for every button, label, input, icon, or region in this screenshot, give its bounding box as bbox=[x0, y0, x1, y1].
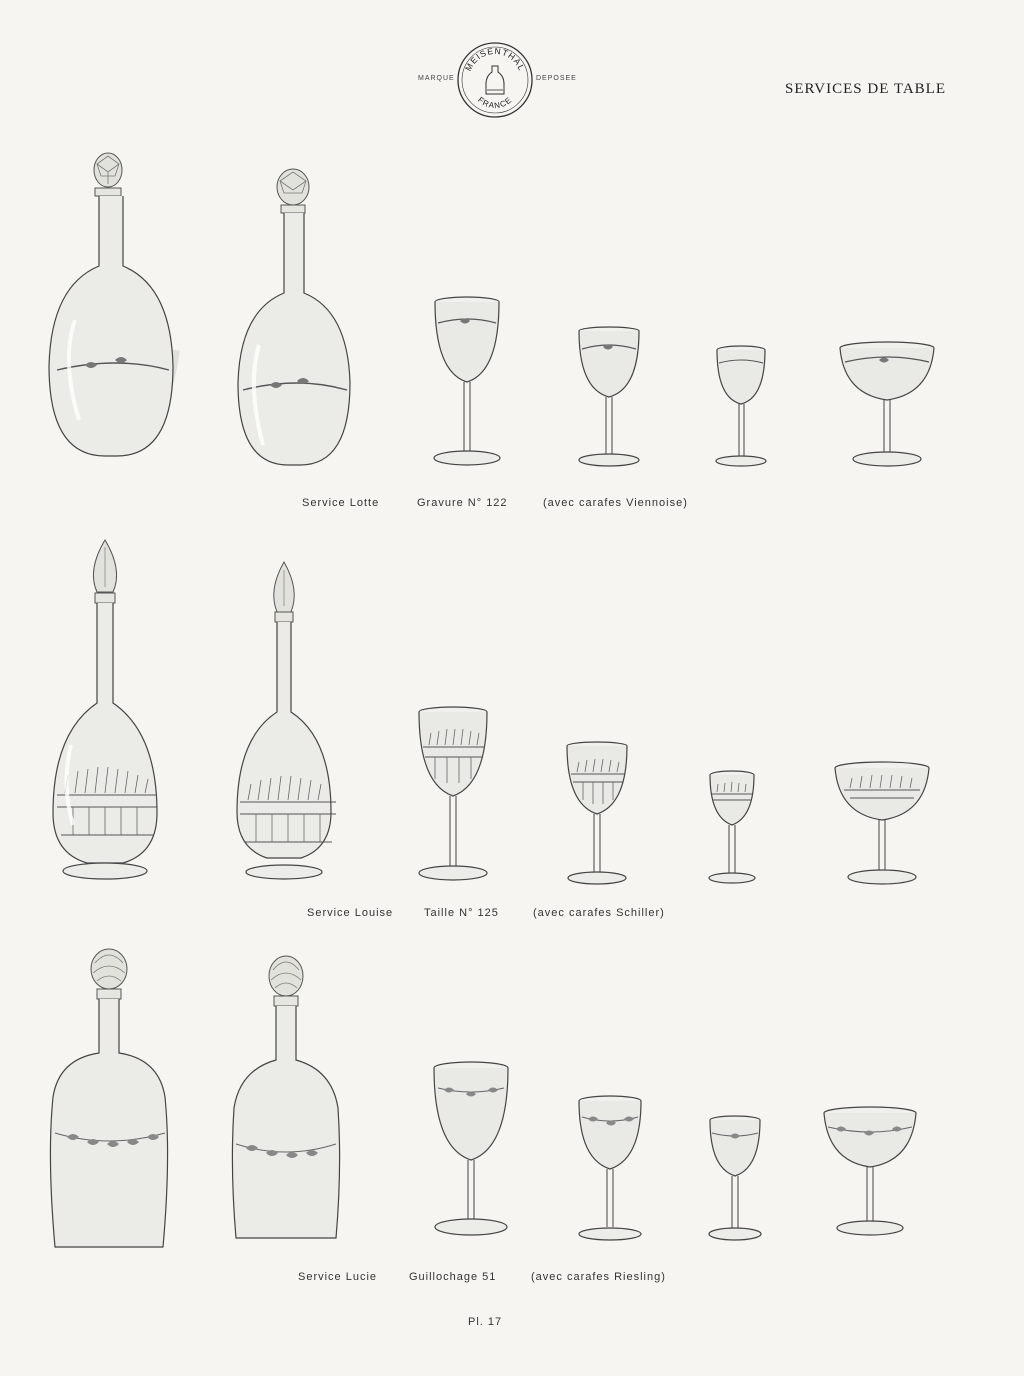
meisenthal-logo bbox=[455, 40, 535, 120]
svg-text:MEISENTHAL: MEISENTHAL bbox=[462, 45, 528, 73]
page-title: SERVICES DE TABLE bbox=[785, 81, 946, 97]
plate-number: Pl. 17 bbox=[468, 1316, 503, 1328]
service-row-louise bbox=[0, 530, 1024, 930]
champagne-coupe-image bbox=[818, 1105, 923, 1240]
trademark-label-left: MARQUE bbox=[418, 75, 455, 82]
service-name: Service Lotte bbox=[302, 497, 380, 509]
wine-glass-image bbox=[576, 1095, 646, 1245]
service-row-lucie bbox=[0, 940, 1024, 1290]
wine-glass-image bbox=[565, 740, 633, 888]
decanter-image bbox=[235, 165, 360, 470]
wine-glass-image bbox=[430, 1060, 515, 1240]
service-carafes: (avec carafes Riesling) bbox=[531, 1271, 666, 1283]
decanter-image bbox=[45, 535, 170, 885]
liqueur-glass-image bbox=[712, 345, 772, 470]
service-decor: Gravure N° 122 bbox=[417, 497, 508, 509]
decanter-image bbox=[230, 560, 345, 885]
service-decor: Guillochage 51 bbox=[409, 1271, 497, 1283]
service-carafes: (avec carafes Viennoise) bbox=[543, 497, 688, 509]
decanter-image bbox=[228, 950, 343, 1245]
service-decor: Taille N° 125 bbox=[424, 907, 499, 919]
champagne-coupe-image bbox=[830, 760, 935, 888]
service-carafes: (avec carafes Schiller) bbox=[533, 907, 665, 919]
wine-glass-image bbox=[430, 295, 505, 470]
service-name: Service Lucie bbox=[298, 1271, 378, 1283]
service-row-lotte bbox=[0, 140, 1024, 520]
decanter-image bbox=[45, 150, 185, 470]
liqueur-glass-image bbox=[705, 770, 760, 888]
trademark-label-right: DEPOSEE bbox=[536, 75, 577, 82]
champagne-coupe-image bbox=[835, 340, 940, 470]
wine-glass-image bbox=[415, 705, 495, 885]
wine-glass-image bbox=[575, 325, 645, 470]
service-name: Service Louise bbox=[307, 907, 394, 919]
svg-text:FRANCE: FRANCE bbox=[476, 95, 514, 111]
liqueur-glass-image bbox=[706, 1115, 766, 1245]
decanter-image bbox=[45, 945, 175, 1250]
